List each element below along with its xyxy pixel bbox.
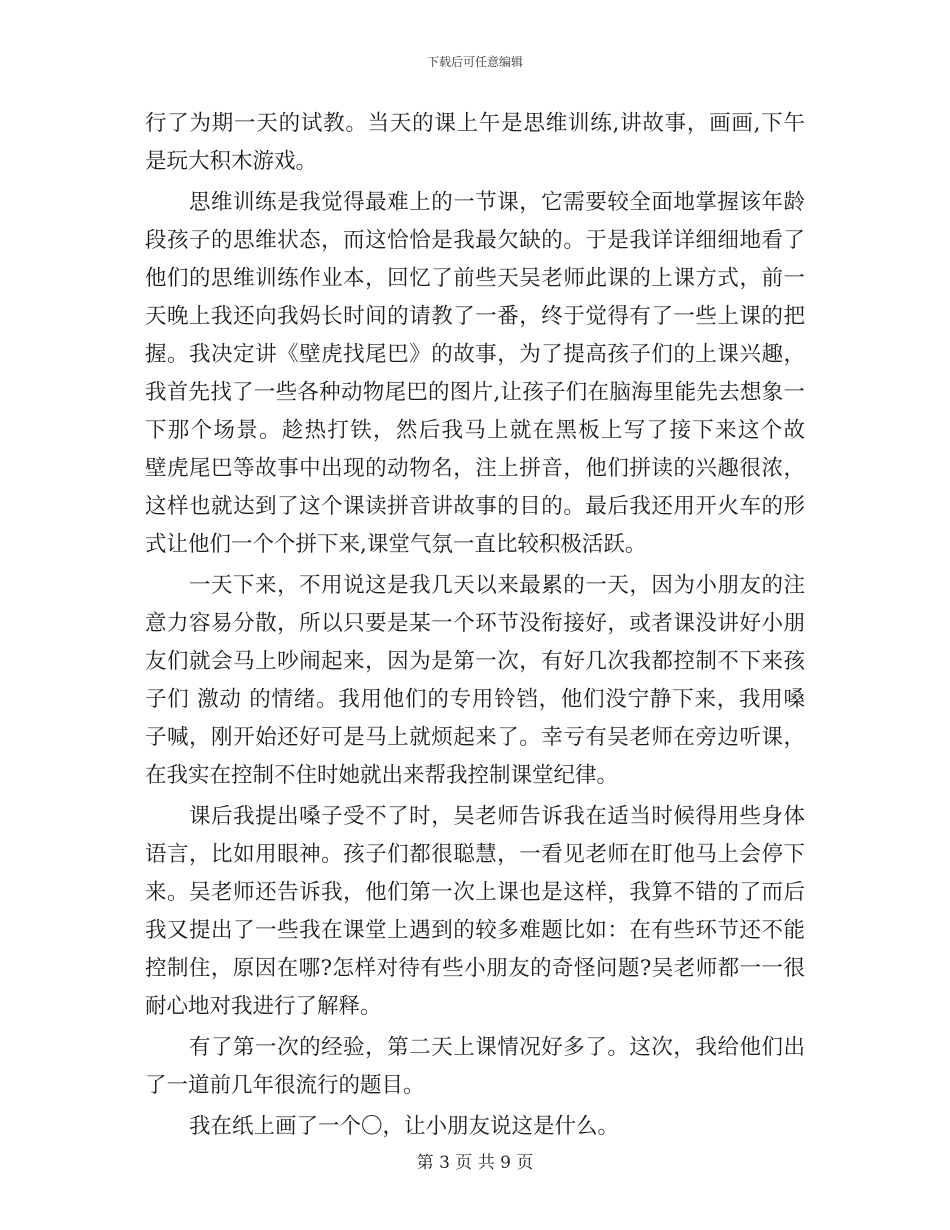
text-line: 子们 激动 的情绪。我用他们的专用铃铛，他们没宁静下来，我用嗓	[145, 687, 805, 712]
text-line: 控制住，原因在哪?怎样对待有些小朋友的奇怪问题?吴老师都一一很	[145, 956, 805, 981]
text-line: 有了第一次的经验，第二天上课情况好多了。这次，我给他们出	[189, 1035, 805, 1060]
text-line: 我首先找了一些各种动物尾巴的图片,让孩子们在脑海里能先去想象一	[145, 380, 805, 405]
text-line: 子喊，刚开始还好可是马上就烦起来了。幸亏有吴老师在旁边听课，	[145, 725, 805, 750]
text-line: 是玩大积木游戏。	[145, 149, 318, 174]
text-line: 式让他们一个个拼下来,课堂气氛一直比较积极活跃。	[145, 532, 647, 557]
text-line: 段孩子的思维状态，而这恰恰是我最欠缺的。于是我详详细细地看了	[145, 228, 805, 253]
paragraph	[145, 1108, 805, 1146]
text-line: 在我实在控制不住时她就出来帮我控制课堂纪律。	[145, 763, 619, 788]
text-line: 课后我提出嗓子受不了时，吴老师告诉我在适当时候得用些身体	[189, 804, 805, 829]
text-line: 行了为期一天的试教。当天的课上午是思维训练,讲故事，画画,下午	[145, 111, 805, 136]
text-line: 握。我决定讲《壁虎找尾巴》的故事，为了提高孩子们的上课兴趣，	[145, 342, 805, 367]
text-line: 一天下来，不用说这是我几天以来最累的一天，因为小朋友的注	[189, 573, 805, 598]
page-number: 第 3 页 共 9 页	[416, 1153, 534, 1173]
text-line: 天晚上我还向我妈长时间的请教了一番，终于觉得有了一些上课的把	[145, 304, 805, 329]
paragraph	[145, 798, 805, 1026]
text-line: 下那个场景。趁热打铁，然后我马上就在黑板上写了接下来这个故	[145, 418, 805, 443]
text-line: 了一道前几年很流行的题目。	[145, 1073, 425, 1098]
text-line: 耐心地对我进行了解释。	[145, 994, 382, 1019]
text-line: 我又提出了一些我在课堂上遇到的较多难题比如：在有些环节还不能	[145, 918, 805, 943]
document-body	[145, 105, 805, 1149]
page-header-note: 下载后可任意编辑	[426, 55, 523, 69]
paragraph	[145, 567, 805, 795]
paragraph	[145, 184, 805, 564]
text-line: 壁虎尾巴等故事中出现的动物名，注上拼音，他们拼读的兴趣很浓，	[145, 456, 805, 481]
text-line: 语言，比如用眼神。孩子们都很聪慧，一看见老师在盯他马上会停下	[145, 842, 805, 867]
text-line: 他们的思维训练作业本，回忆了前些天吴老师此课的上课方式，前一	[145, 266, 805, 291]
text-line: 友们就会马上吵闹起来，因为是第一次，有好几次我都控制不下来孩	[145, 649, 805, 674]
paragraph	[145, 105, 805, 181]
text-line: 来。吴老师还告诉我，他们第一次上课也是这样，我算不错的了而后	[145, 880, 805, 905]
text-line: 我在纸上画了一个〇，让小朋友说这是什么。	[189, 1114, 620, 1139]
text-line: 这样也就达到了这个课读拼音讲故事的目的。最后我还用开火车的形	[145, 494, 805, 519]
text-line: 思维训练是我觉得最难上的一节课，它需要较全面地掌握该年龄	[189, 190, 805, 215]
paragraph	[145, 1029, 805, 1105]
text-line: 意力容易分散，所以只要是某一个环节没衔接好，或者课没讲好小朋	[145, 611, 805, 636]
